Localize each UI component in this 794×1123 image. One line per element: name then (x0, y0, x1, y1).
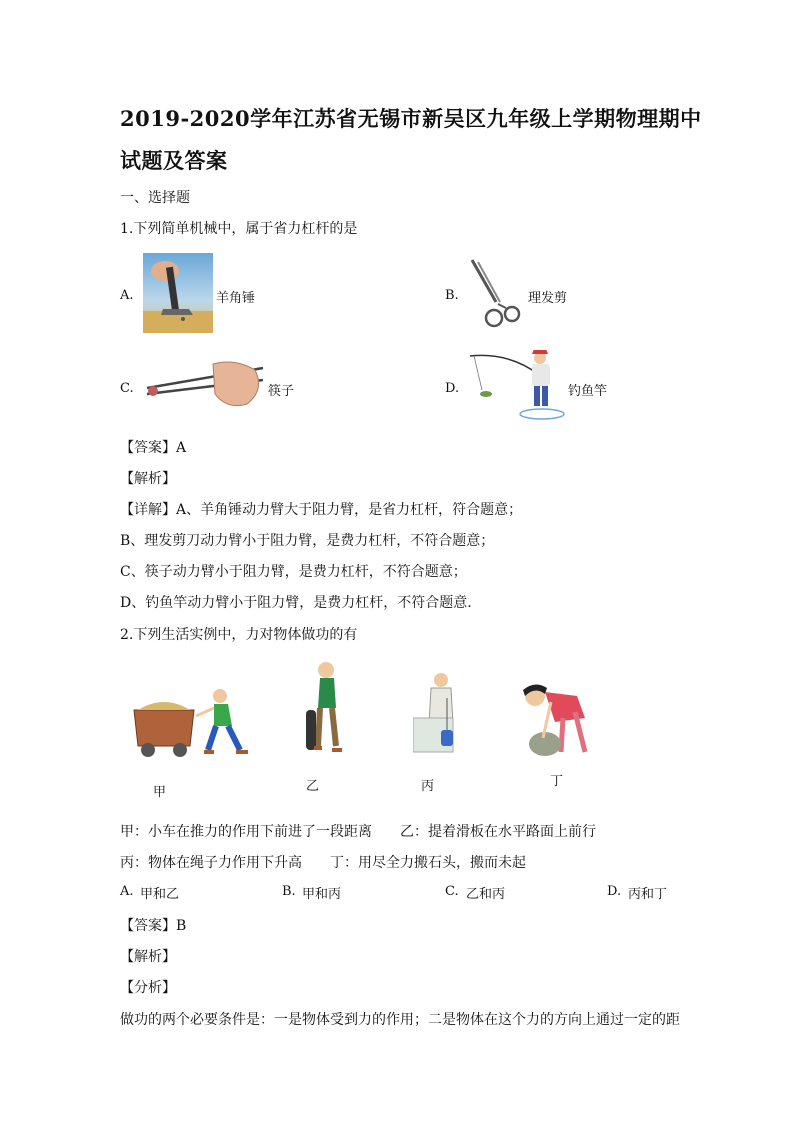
figure-label-yi: 乙 (306, 779, 320, 794)
question-2-stem: 2.下列生活实例中，力对物体做功的有 (120, 627, 358, 643)
q2-desc-bing: 丙：物体在绳子力作用下升高 (120, 855, 302, 871)
figure-label-ding: 丁 (550, 774, 564, 789)
analysis-2: 【解析】 (120, 949, 176, 965)
detail-line-1: 【详解】A、羊角锤动力臂大于阻力臂，是省力杠杆，符合题意； (120, 502, 523, 518)
q2-option-a-letter: A. (120, 884, 134, 899)
detail-line-4: D、钓鱼竿动力臂小于阻力臂，是费力杠杆，不符合题意. (120, 595, 472, 611)
hammer-icon (143, 253, 213, 333)
q2-option-a: 甲和乙 (140, 887, 180, 902)
section-heading: 一、选择题 (120, 190, 190, 206)
q2-option-c-letter: C. (445, 884, 459, 899)
analysis-1: 【解析】 (120, 471, 176, 487)
option-b-letter: B. (445, 288, 459, 303)
q2-option-b-letter: B. (282, 884, 296, 899)
answer-2: 【答案】B (120, 918, 187, 934)
question-1-stem: 1.下列简单机械中，属于省力杠杆的是 (120, 221, 358, 237)
q2-option-c: 乙和丙 (466, 887, 506, 902)
scissors-icon (466, 258, 526, 330)
page-title-cont: 试题及答案 (120, 148, 228, 173)
q2-option-b: 甲和丙 (302, 887, 342, 902)
carrying-skateboard-figure (302, 660, 347, 760)
answer-1: 【答案】A (120, 440, 187, 456)
q2-desc-yi: 乙：提着滑板在水平路面上前行 (400, 824, 596, 840)
lifting-stone-figure (515, 678, 601, 758)
pushing-cart-figure (128, 686, 262, 762)
fishing-rod-icon (468, 350, 566, 425)
q2-desc-ding: 丁：用尽全力搬石头，搬而未起 (330, 855, 526, 871)
chopsticks-icon (143, 360, 267, 410)
option-b-label: 理发剪 (528, 291, 568, 306)
detail-line-2: B、理发剪刀动力臂小于阻力臂，是费力杠杆，不符合题意； (120, 533, 495, 549)
page-title: 2019-2020学年江苏省无锡市新吴区九年级上学期物理期中 (120, 106, 702, 131)
option-d-label: 钓鱼竿 (568, 384, 608, 399)
q2-last-line: 做功的两个必要条件是：一是物体受到力的作用；二是物体在这个力的方向上通过一定的距 (120, 1012, 680, 1028)
option-a-label: 羊角锤 (216, 291, 256, 306)
lifting-rope-figure (413, 668, 461, 754)
option-c-label: 筷子 (268, 384, 295, 399)
q2-desc-jia: 甲：小车在推力的作用下前进了一段距离 (120, 824, 372, 840)
fenxi-2: 【分析】 (120, 980, 176, 996)
figure-label-bing: 丙 (421, 779, 435, 794)
q2-option-d: 丙和丁 (628, 887, 668, 902)
figure-label-jia: 甲 (153, 785, 167, 800)
option-a-letter: A. (120, 288, 134, 303)
q2-option-d-letter: D. (607, 884, 622, 899)
option-d-letter: D. (445, 381, 460, 396)
option-c-letter: C. (120, 381, 134, 396)
detail-line-3: C、筷子动力臂小于阻力臂，是费力杠杆，不符合题意； (120, 564, 467, 580)
